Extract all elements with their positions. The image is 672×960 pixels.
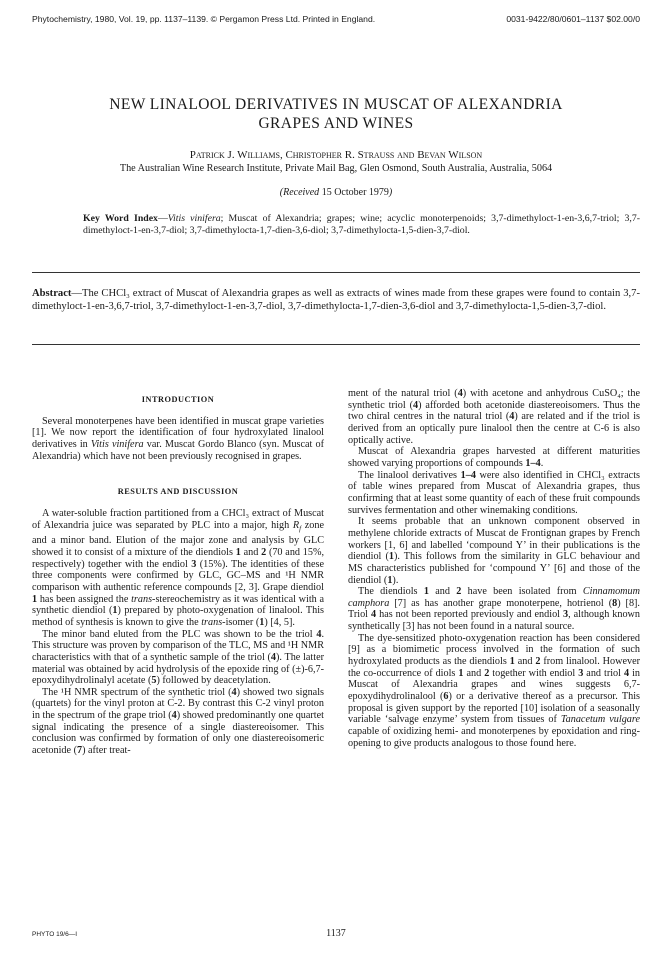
authors: Patrick J. Williams, Christopher R. Strauss and Bevan Wilson [189,149,483,161]
paragraph: The minor band eluted from the PLC was shown to be the triol 4. This structure was proven by comparison of the TLC, MS and ¹H NMR characteristics with that of a synthetic sample of the triol (4). The latter material was obtained by acid hydrolysis of the epoxide ring of (±)-6,7-epoxydihydrolinalyl acetate (5) followed by deacetylation. [32,628,324,687]
left-column [32,388,324,757]
footer-code: PHYTO 19/6—I [32,931,78,938]
paragraph: Muscat of Alexandria grapes harvested at different maturities showed varying proportions of compounds 1–4. [348,446,640,469]
abstract [32,288,640,313]
paragraph: ment of the natural triol (4) with acetone and anhydrous CuSO₄; the synthetic triol (4) afforded both acetonide diastereoisomers. Thus the two chiral centres in the natural triol (4) are related and if the triol is derived from an optically pure linalool then the centre at C-6 is also optically active. [348,388,640,446]
received-label: Received [283,187,320,198]
section-heading-introduction: INTRODUCTION [141,395,215,404]
keyword-label: Key Word Index [83,213,158,224]
journal-header [32,14,640,24]
keyword-genus: Vitis vinifera [167,213,221,224]
paragraph: It seems probable that an unknown component observed in methylene chloride extracts of Muscat de Frontignan grapes by French workers [1, 6] and labelled ‘compound Y’ in their publications is the diendiol (1). This follows from the similarity in GLC behaviour and MS characteristics published for ‘compound Y’ [6] and those of the diendiol (1). [348,516,640,586]
journal-code: 0031-9422/80/0601–1137 $02.00/0 [506,14,640,24]
abstract-label: Abstract [32,288,72,299]
paragraph: Several monoterpenes have been identified in muscat grape varieties [1]. We now report the identification of four hydroxylated linalool derivatives in Vitis vinifera var. Muscat Gordo Blanco (syn. Muscat of Alexandria) which have not been previously recognised in grapes. [32,415,324,462]
divider-top [32,272,640,273]
keyword-index: Key Word Index—Vitis vinifera; Muscat of Alexandria; grapes; wine; acyclic monoterpenoids; 3,7-dimethyloct-1-en-3,6,7-triol; 3,7-dimethyloct-1-en-3,7-diol; 3,7-dimethylocta-1,7-dien-3,6-diol; 3,7-dimethylocta-1,5-dien-3,7-diol. [83,213,641,237]
divider-bottom [32,344,640,345]
page-number: 1137 [326,928,346,939]
paragraph: A water-soluble fraction partitioned from a CHCl₃ extract of Muscat of Alexandria juice was separated by PLC into a major, high $R_f$ zone and a minor band. Elution of the major zone and analysis by GLC showed it to consist of a mixture of the diendiols 1 and 2 (70 and 15%, respectively) together with the endiol 3 (15%). The identities of these three components were confirmed by GLC, GC–MS and ¹H NMR comparison with authentic reference compounds [2, 3]. Grape diendiol 1 has been assigned the trans-stereochemistry as it was identical with a synthetic diendiol (1) prepared by photo-oxygenation of linalool. This method of synthesis is known to give the trans-isomer (1) [4, 5]. [32,507,325,628]
title-line-1: NEW LINALOOL DERIVATIVES IN MUSCAT OF ALEXANDRIA [109,96,563,113]
paragraph: The ¹H NMR spectrum of the synthetic triol (4) showed two signals (quartets) for the vinyl proton at C-2. By contrast this C-2 vinyl proton in the spectrum of the grape triol (4) showed predominantly one quartet signal indicating the presence of a single diastereoisomer. This conclusion was confirmed by formation of only one diastereoisomeric acetonide (7) after treat- [32,686,324,757]
keyword-text: ; Muscat of Alexandria; grapes; wine; acyclic monoterpenoids; 3,7-dimethyloct-1-en-3,6,7-triol; 3,7-dimethyloct-1-en-3,7-diol; 3,7-dimethylocta-1,7-dien-3,6-diol; 3,7-dimethylocta-1,5-dien-3,7-diol. [83,213,641,237]
right-column [348,388,640,749]
section-heading-results: RESULTS AND DISCUSSION [117,487,239,497]
title-line-2: GRAPES AND WINES [258,115,414,132]
abstract-text: —The CHCl₃ extract of Muscat of Alexandria grapes as well as extracts of wines made from these grapes were found to contain 3,7-dimethyloct-1-en-3,6,7-triol, 3,7-dimethyloct-1-en-3,7-diol, 3,7-dimethylocta-1,7-dien-3,6-diol and 3,7-dimethylocta-1,5-dien-3,7-diol. [32,288,640,312]
paper-title [40,95,632,133]
received-date: (Received 15 October 1979) [279,187,393,198]
affiliation: The Australian Wine Research Institute, Private Mail Bag, Glen Osmond, South Australia, Australia, 5064 [119,163,553,174]
journal-reference: Phytochemistry, 1980, Vol. 19, pp. 1137–1139. © Pergamon Press Ltd. Printed in England. [32,14,376,24]
received-date-value: 15 October 1979 [321,187,389,198]
paragraph: The linalool derivatives 1–4 were also identified in CHCl₃ extracts of table wines prepared from Muscat of Alexandria grapes, thus confirming that at least some quantity of each of these fruit compounds survives fermentation and other winemaking conditions. [348,469,640,516]
paragraph: The diendiols 1 and 2 have been isolated from Cinnamomum camphora [7] as has another grape monoterpene, hotrienol (8) [8]. Triol 4 has not been reported previously and endiol 3, although known synthetically [3] has not been found in a natural source. [348,586,641,633]
paragraph: The dye-sensitized photo-oxygenation reaction has been considered [9] as a biomimetic process involved in the formation of such hydroxylated products as the diendiols 1 and 2 from linalool. However the co-occurrence of diols 1 and 2 together with endiol 3 and triol 4 in Muscat of Alexandria grapes and wines suggests 6,7-epoxydihydrolinalool (6) or a derivative thereof as a precursor. This proposal is given support by the reported [10] isolation of a seasonally variable ‘salvage enzyme’ system from tissues of Tanacetum vulgare capable of oxidizing hemi- and monoterpenes by epoxidation and ring-opening to give products analogous to those found here. [348,632,640,749]
